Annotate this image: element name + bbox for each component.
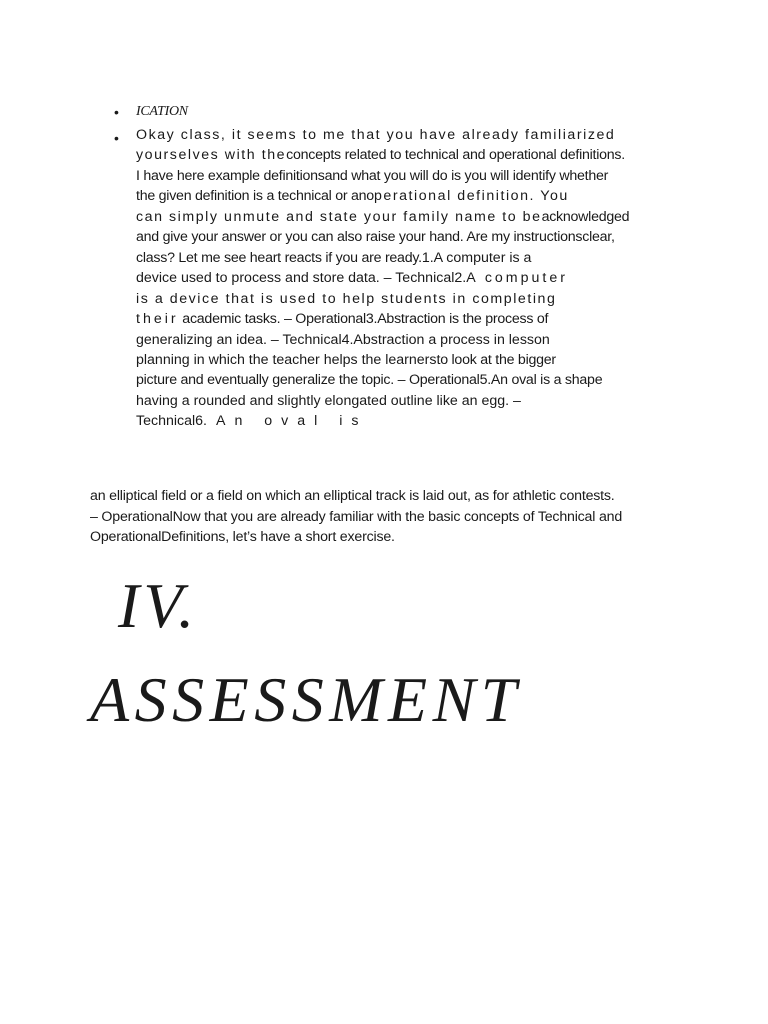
body-line [136,309,681,329]
paragraph-line: – OperationalNow that you are already familiar with the basic concepts of Technical and [90,508,623,525]
body-line [136,186,681,206]
section-title: ASSESSMENT [90,664,522,735]
body-line-segment: 1.A computer is a [421,249,532,266]
continuation-paragraph [90,486,690,548]
bullet-heading-text: ICATION [136,104,188,119]
bullet-dot-icon: • [114,130,119,146]
body-line [136,350,681,370]
body-line: I have here example definitionsand what you will do is you will identify whether [136,167,609,184]
section-number: IV. [118,570,199,641]
body-line-segment: yourselves with the [136,147,287,164]
body-line-segment: the given definition is a technical or ano [136,188,374,205]
body-line-segment: planning in which the teacher helps the learners [136,351,437,368]
body-line-segment: class? Let me see heart reacts if you are ready. [136,249,422,266]
body-line [136,411,681,431]
bullet-item-heading [114,102,681,122]
body-line-segment: can simply unmute and state your family name to be [136,208,542,225]
body-line [136,268,681,288]
body-line-segment: academic tasks. – Operational3.Abstraction is the process of [178,311,549,328]
body-line-segment: to look at the bigger [436,351,556,368]
paragraph-line: an elliptical field or a field on which an elliptical track is laid out, as for athletic contests. [90,488,615,504]
body-line [136,145,681,165]
bullet-dot-icon: • [114,104,119,120]
body-line: Okay class, it seems to me that you have already familiarized [136,127,616,143]
body-line-segment: acknowledged [541,208,630,225]
bullet-body-text [136,125,681,432]
bullet-list [114,102,681,432]
body-line-segment: their [136,311,179,328]
body-line: generalizing an idea. – Technical4.Abstraction a process in lesson [136,331,550,348]
body-line-segment: .An oval is [203,413,368,430]
paragraph-line: OperationalDefinitions, let’s have a short exercise. [90,529,395,546]
body-line: having a rounded and slightly elongated outline like an egg. – [136,392,521,409]
body-line-segment: A computer [466,270,568,287]
bullet-item-body [114,125,681,432]
body-line: is a device that is used to help students in completing [136,290,557,307]
body-line: and give your answer or you can also raise your hand. Are my instructionsclear, [136,229,615,246]
body-line-segment: device used to process and store data. – Technical2. [136,270,467,287]
body-line-segment: concepts related to technical and operational definitions. [286,147,625,164]
body-line [136,207,681,227]
body-line-segment: perational definition. You [373,188,569,205]
body-line: picture and eventually generalize the topic. – Operational5.An oval is a shape [136,372,603,389]
body-line-segment: Technical6 [136,413,204,430]
body-line [136,248,681,268]
